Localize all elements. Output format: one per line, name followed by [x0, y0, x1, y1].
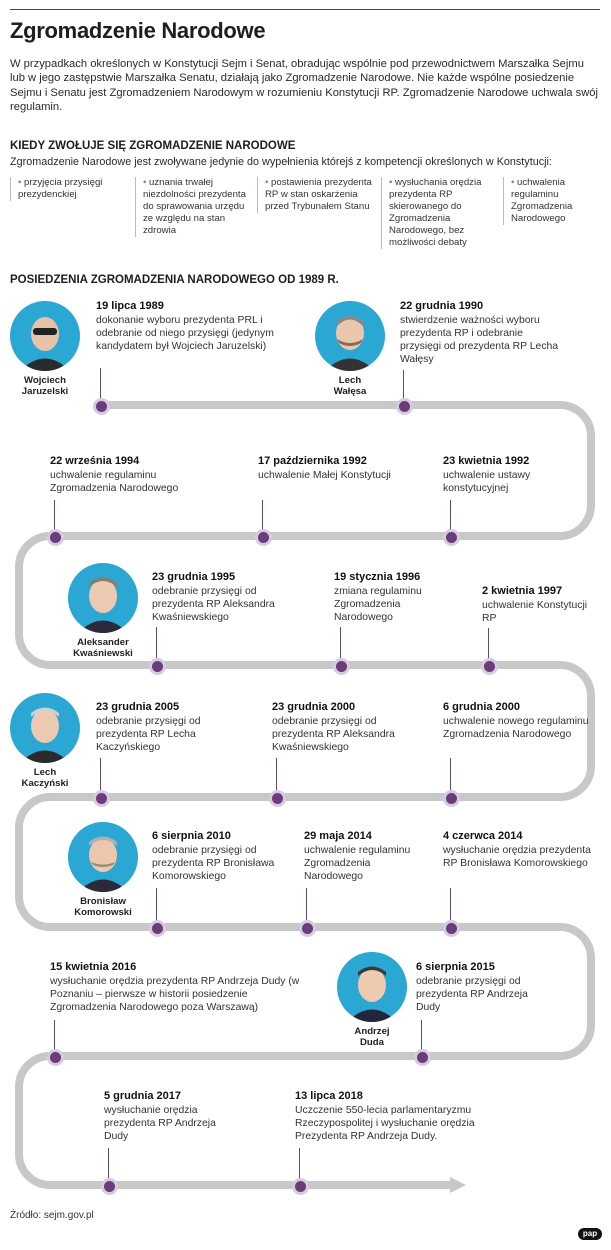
event-1995: 23 grudnia 1995 odebranie przysięgi od prezydenta RP Aleksandra Kwaśniewskiego — [152, 571, 275, 623]
president-name: Bronisław Komorowski — [74, 896, 132, 918]
event-dot — [414, 1049, 431, 1066]
event-1997: 2 kwietnia 1997 uchwalenie Konstytucji RP — [482, 585, 588, 624]
president-jaruzelski — [10, 301, 90, 397]
event-2000-dec6: 6 grudnia 2000 uchwalenie nowego regulaminu Zgromadzenia Narodowego — [443, 701, 589, 740]
event-dot — [269, 790, 286, 807]
event-dot — [93, 398, 110, 415]
president-name: Aleksander Kwaśniewski — [73, 637, 133, 659]
event-dot — [149, 920, 166, 937]
event-dot — [299, 920, 316, 937]
event-dot — [47, 529, 64, 546]
event-dot — [93, 790, 110, 807]
portrait-image — [68, 563, 138, 633]
event-dot — [396, 398, 413, 415]
competence-item: • wysłuchania orędzia prezydenta RP skierowanego do Zgromadzenia Narodowego, bez możliwości debaty — [381, 177, 501, 249]
event-1989: 19 lipca 1989 dokonanie wyboru prezydenta PRL i odebranie od niego przysięgi (jedynym kandydatem był Wojciech Jaruzelski) — [96, 300, 274, 352]
event-1990: 22 grudnia 1990 stwierdzenie ważności wyboru prezydenta RP i odebranie przysięgi od prezydenta RP Lecha Wałęsy — [400, 300, 559, 365]
event-2014-may: 29 maja 2014 uchwalenie regulaminu Zgromadzenia Narodowego — [304, 830, 411, 882]
event-dot — [443, 790, 460, 807]
event-2005: 23 grudnia 2005 odebranie przysięgi od prezydenta RP Lecha Kaczyńskiego — [96, 701, 201, 753]
event-dot — [149, 658, 166, 675]
president-walesa — [315, 301, 395, 397]
competence-item: • przyjęcia przysięgi prezydenckiej — [10, 177, 130, 201]
competence-item: • postawienia prezydenta RP w stan oskarżenia przed Trybunałem Stanu — [257, 177, 377, 213]
president-kaczynski — [10, 693, 90, 789]
portrait-image — [337, 952, 407, 1022]
event-dot — [443, 529, 460, 546]
event-1996: 19 stycznia 1996 zmiana regulaminu Zgromadzenia Narodowego — [334, 571, 422, 623]
president-name: Wojciech Jaruzelski — [21, 375, 69, 397]
pap-logo: pap — [578, 1228, 602, 1240]
portrait-image — [10, 301, 80, 371]
president-name: Andrzej Duda — [354, 1026, 390, 1048]
portrait-image — [315, 301, 385, 371]
event-dot — [333, 658, 350, 675]
source-note: Źródło: sejm.gov.pl — [10, 1210, 94, 1221]
event-2000-dec23: 23 grudnia 2000 odebranie przysięgi od prezydenta RP Aleksandra Kwaśniewskiego — [272, 701, 395, 753]
event-dot — [101, 1178, 118, 1195]
portrait-image — [10, 693, 80, 763]
intro-paragraph: W przypadkach określonych w Konstytucji Sejm i Senat, obradując wspólnie pod przewodnictwem Marszałka Sejmu lub w jego zastępstwie Marszałka Senatu, działają jako Zgromadzenie Narodowe. Nie każde wspólne posiedzenie Sejmu i Senatu jest Zgromadzeniem Narodowym w rozumieniu Konstytucji RP. Zgromadzenie Narodowe uchwala swój regulamin. — [10, 58, 599, 114]
event-2014-jun: 4 czerwca 2014 wysłuchanie orędzia prezydenta RP Bronisława Komorowskiego — [443, 830, 591, 869]
event-dot — [255, 529, 272, 546]
event-1994: 22 września 1994 uchwalenie regulaminu Zgromadzenia Narodowego — [50, 455, 179, 494]
competence-item: • uznania trwałej niezdolności prezydenta do sprawowania urzędu ze względu na stan zdrowia — [135, 177, 255, 237]
event-2018: 13 lipca 2018 Uczczenie 550-lecia parlamentaryzmu Rzeczypospolitej i wysłuchanie orędzia Prezydenta RP Andrzeja Dudy. — [295, 1090, 475, 1142]
president-name: Lech Kaczyński — [21, 767, 69, 789]
event-2015: 6 sierpnia 2015 odebranie przysięgi od prezydenta RP Andrzeja Dudy — [416, 961, 528, 1013]
event-1992-oct: 17 października 1992 uchwalenie Małej Konstytucji — [258, 455, 391, 481]
president-name: Lech Wałęsa — [333, 375, 367, 397]
event-2017: 5 grudnia 2017 wysłuchanie orędzia prezydenta RP Andrzeja Dudy — [104, 1090, 216, 1142]
event-2016: 15 kwietnia 2016 wysłuchanie orędzia prezydenta RP Andrzeja Dudy (w Poznaniu – pierwsze w historii posiedzenie Zgromadzenia Narodowego poza Warszawą) — [50, 961, 300, 1013]
event-dot — [292, 1178, 309, 1195]
competence-item: • uchwalenia regulaminu Zgromadzenia Narodowego — [503, 177, 603, 225]
when-heading: KIEDY ZWOŁUJE SIĘ ZGROMADZENIE NARODOWE — [10, 140, 296, 152]
portrait-image — [68, 822, 138, 892]
event-dot — [481, 658, 498, 675]
page-title: Zgromadzenie Narodowe — [10, 18, 266, 43]
president-komorowski — [68, 822, 148, 918]
president-duda — [337, 952, 417, 1048]
when-subtitle: Zgromadzenie Narodowe jest zwoływane jedynie do wypełnienia którejś z kompetencji określonych w Konstytucji: — [10, 156, 552, 168]
event-dot — [47, 1049, 64, 1066]
event-2010: 6 sierpnia 2010 odebranie przysięgi od prezydenta RP Bronisława Komorowskiego — [152, 830, 275, 882]
event-1992-apr: 23 kwietnia 1992 uchwalenie ustawy konstytucyjnej — [443, 455, 531, 494]
president-kwasniewski — [68, 563, 148, 659]
event-dot — [443, 920, 460, 937]
timeline-heading: POSIEDZENIA ZGROMADZENIA NARODOWEGO OD 1989 R. — [10, 274, 339, 286]
